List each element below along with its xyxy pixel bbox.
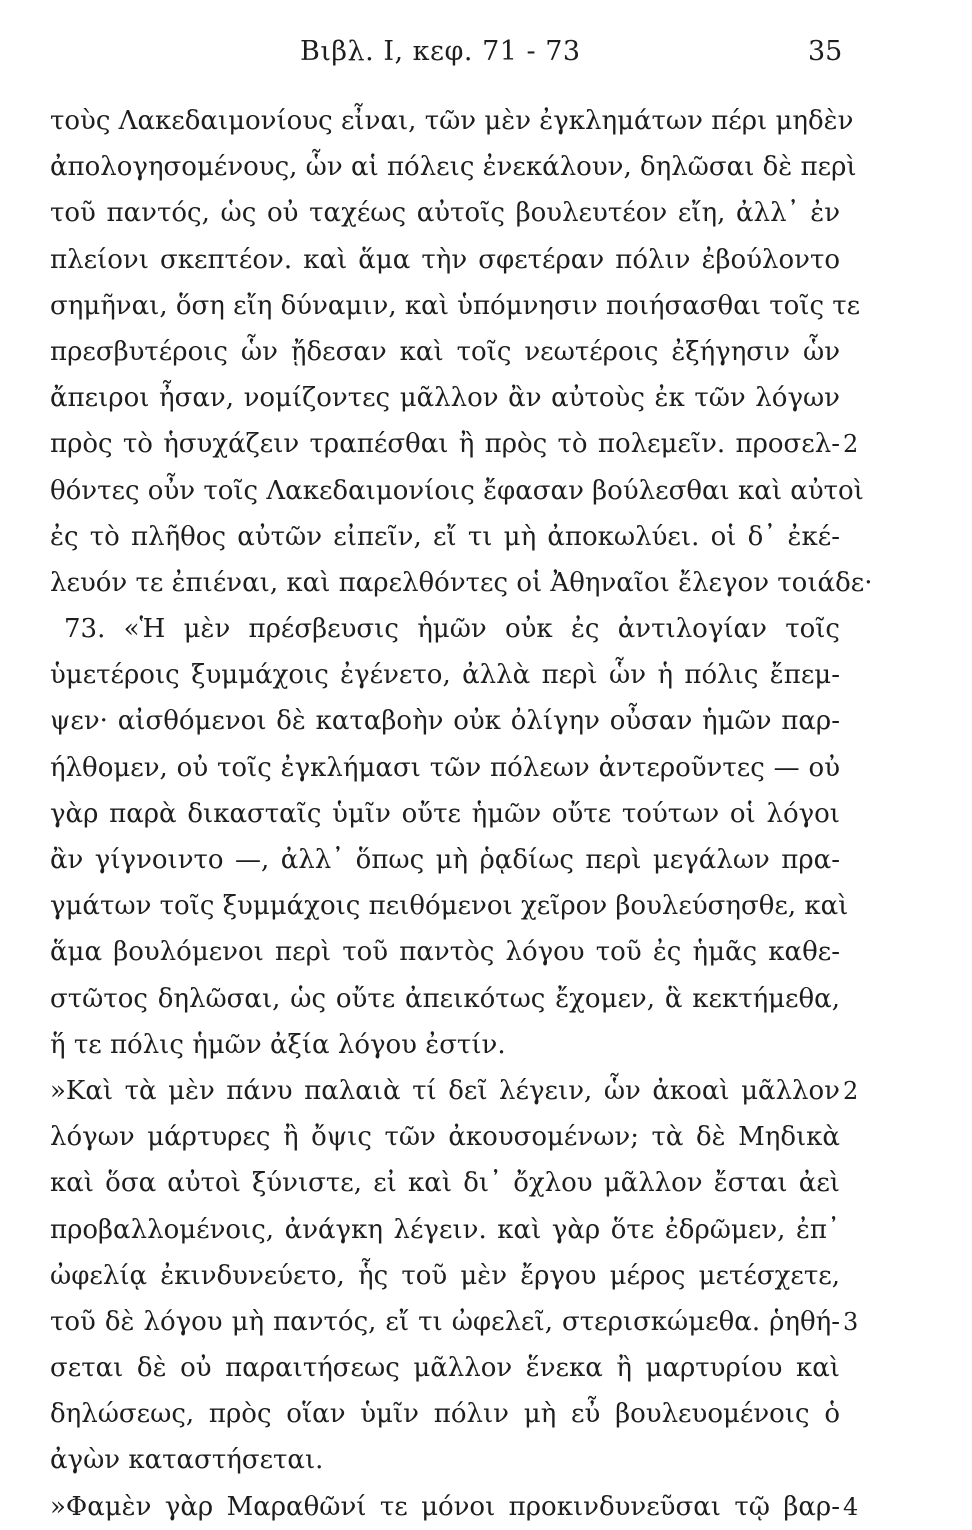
text-line: ψεν· αἰσθόμενοι δὲ καταβοὴν οὐκ ὀλίγην οὖσαν ἡμῶν παρ-: [50, 706, 840, 737]
text-line: στῶτος δηλῶσαι, ὡς οὔτε ἀπεικότως ἔχομεν, ἃ κεκτήμεθα,: [50, 983, 840, 1014]
text-line: θόντες οὖν τοῖς Λακεδαιμονίοις ἔφασαν βούλεσθαι καὶ αὐτοὶ: [50, 475, 864, 506]
text-line: δηλώσεως, πρὸς οἵαν ὑμῖν πόλιν μὴ εὖ βουλευομένοις ὁ: [50, 1399, 840, 1430]
text-line: ἀπολογησομένους, ὧν αἱ πόλεις ἐνεκάλουν, δηλῶσαι δὲ περὶ: [50, 152, 857, 183]
text-line: ἂν γίγνοιντο —, ἀλλ᾽ ὅπως μὴ ῥᾳδίως περὶ μεγάλων πρα-: [50, 845, 840, 875]
text-line: γὰρ παρὰ δικασταῖς ὑμῖν οὔτε ἡμῶν οὔτε τούτων οἱ λόγοι: [50, 798, 840, 829]
text-line: ἥ τε πόλις ἡμῶν ἀξία λόγου ἐστίν.: [50, 1029, 506, 1060]
text-line: ὑμετέροις ξυμμάχοις ἐγένετο, ἀλλὰ περὶ ὧν ἡ πόλις ἔπεμ-: [50, 660, 840, 691]
text-line: λευόν τε ἐπιέναι, καὶ παρελθόντες οἱ Ἀθηναῖοι ἔλεγον τοιάδε·: [50, 567, 873, 598]
text-line: πλείονι σκεπτέον. καὶ ἅμα τὴν σφετέραν πόλιν ἐβούλοντο: [50, 244, 840, 275]
text-line: γμάτων τοῖς ξυμμάχοις πειθόμενοι χεῖρον βουλεύσησθε, καὶ: [50, 891, 849, 922]
page-number: 35: [808, 36, 843, 67]
text-line: πρὸς τὸ ἡσυχάζειν τραπέσθαι ἢ πρὸς τὸ πολεμεῖν. προσελ-: [50, 429, 840, 460]
text-line: ἅμα βουλόμενοι περὶ τοῦ παντὸς λόγου τοῦ ἐς ἡμᾶς καθε-: [50, 937, 840, 968]
text-line: ἀγὼν καταστήσεται.: [50, 1445, 324, 1476]
text-line: τοὺς Λακεδαιμονίους εἶναι, τῶν μὲν ἐγκλημάτων πέρι μηδὲν: [50, 106, 854, 136]
text-line: τοῦ δὲ λόγου μὴ παντός, εἴ τι ὠφελεῖ, στερισκώμεθα. ῥηθή-: [50, 1306, 840, 1337]
text-line: λόγων μάρτυρες ἢ ὄψις τῶν ἀκουσομένων; τὰ δὲ Μηδικὰ: [50, 1122, 840, 1153]
text-line: σεται δὲ οὐ παραιτήσεως μᾶλλον ἕνεκα ἢ μαρτυρίου καὶ: [50, 1353, 840, 1384]
margin-section-number: 4: [843, 1493, 859, 1521]
text-line: προβαλλομένοις, ἀνάγκη λέγειν. καὶ γὰρ ὅτε ἐδρῶμεν, ἐπ᾽: [50, 1214, 840, 1245]
margin-section-number: 2: [843, 1077, 859, 1106]
text-line: ὠφελίᾳ ἐκινδυνεύετο, ἧς τοῦ μὲν ἔργου μέρος μετέσχετε,: [50, 1260, 840, 1291]
chapter-start-line: 73. «Ἡ μὲν πρέσβευσις ἡμῶν οὐκ ἐς ἀντιλογίαν τοῖς: [64, 614, 840, 645]
text-line: ἄπειροι ἦσαν, νομίζοντες μᾶλλον ἂν αὐτοὺς ἐκ τῶν λόγων: [50, 383, 840, 414]
text-line: ήλθομεν, οὐ τοῖς ἐγκλήμασι τῶν πόλεων ἀντεροῦντες — οὐ: [50, 752, 840, 783]
margin-section-number: 3: [843, 1308, 859, 1337]
text-line: τοῦ παντός, ὡς οὐ ταχέως αὐτοῖς βουλευτέον εἴη, ἀλλ᾽ ἐν: [50, 198, 840, 229]
paragraph-start-line: »Φαμὲν γὰρ Μαραθῶνί τε μόνοι προκινδυνεῦσαι τῷ βαρ-: [50, 1491, 840, 1522]
text-line: καὶ ὅσα αὐτοὶ ξύνιστε, εἰ καὶ δι᾽ ὄχλου μᾶλλον ἔσται ἀεὶ: [50, 1168, 840, 1199]
paragraph-start-line: »Καὶ τὰ μὲν πάνυ παλαιὰ τί δεῖ λέγειν, ὧν ἀκοαὶ μᾶλλον: [50, 1075, 840, 1106]
text-line: σημῆναι, ὅση εἴη δύναμιν, καὶ ὑπόμνησιν ποιήσασθαι τοῖς τε: [50, 290, 861, 321]
page-header: [0, 36, 972, 76]
text-line: ἐς τὸ πλῆθος αὐτῶν εἰπεῖν, εἴ τι μὴ ἀποκωλύει. οἱ δ᾽ ἐκέ-: [50, 521, 840, 552]
body-text: [50, 98, 873, 1530]
margin-section-number: 2: [843, 430, 859, 459]
text-line: πρεσβυτέροις ὧν ᾔδεσαν καὶ τοῖς νεωτέροις ἐξήγησιν ὧν: [50, 336, 840, 367]
running-head: Βιβλ. Ι, κεφ. 71 - 73: [300, 36, 581, 67]
